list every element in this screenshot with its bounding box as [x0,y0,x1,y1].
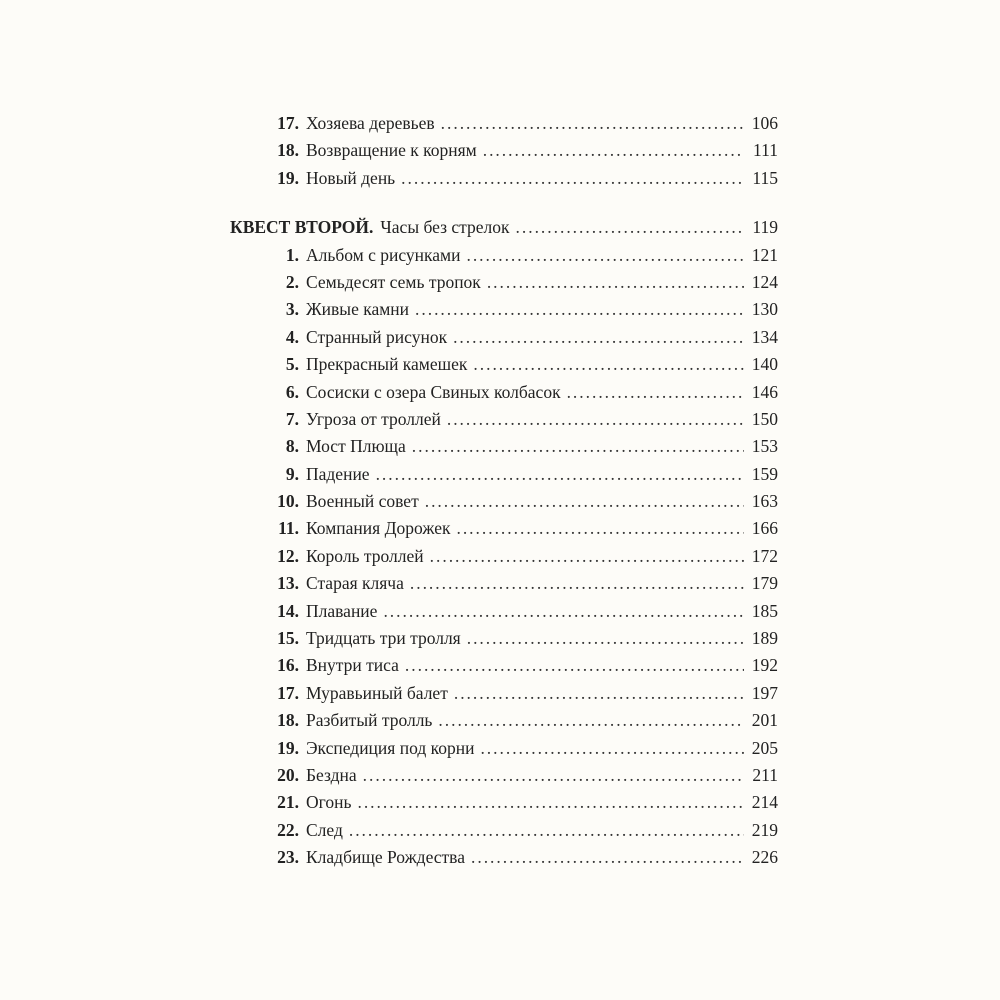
page-number: 111 [753,140,778,161]
toc-entry [230,543,778,570]
chapter-list-part-two [230,242,778,872]
chapter-number: 16. [277,655,299,676]
toc-entry [230,625,778,652]
toc-entry [230,137,778,164]
page-number: 106 [751,113,778,133]
chapter-title: Бездна [306,764,357,785]
toc-entry [230,242,778,269]
page-number: 130 [751,299,778,320]
chapter-title: Сосиски с озера Свиных колбасок [306,381,561,402]
dot-leader [401,165,744,192]
chapter-title: Падение [306,463,370,484]
chapter-number: 4. [285,326,299,347]
chapter-number: 11. [278,518,299,539]
page-number: 192 [751,655,778,676]
page-number: 185 [751,600,778,621]
chapter-number: 15. [277,628,299,649]
dot-leader [412,433,744,460]
chapter-number: 10. [277,491,299,512]
part-page-number: 119 [752,217,778,238]
page-number: 115 [752,167,778,188]
chapter-title: Король троллей [306,545,424,566]
part-label: КВЕСТ ВТОРОЙ. [230,217,374,238]
dot-leader [425,488,744,515]
page-number: 189 [751,628,778,649]
page-number: 201 [751,710,778,731]
chapter-title: Внутри тиса [306,655,399,676]
dot-leader [473,351,744,378]
toc-entry [230,433,778,460]
dot-leader [453,324,744,351]
dot-leader [410,570,744,597]
chapter-title: Старая кляча [306,573,404,594]
chapter-number: 13. [277,573,299,594]
chapter-title: Новый день [306,167,396,188]
chapter-number: 19. [277,167,299,188]
chapter-number: 21. [277,792,299,813]
toc-entry [230,789,778,816]
toc-entry [230,110,778,137]
chapter-title: Возвращение к корням [306,140,477,161]
toc-entry [230,461,778,488]
dot-leader [454,680,744,707]
chapter-number: 18. [277,710,299,731]
part-heading [230,214,778,241]
page-number: 140 [751,354,778,375]
dot-leader [466,242,744,269]
chapter-number: 22. [277,819,299,840]
page-number: 226 [751,847,778,868]
chapter-title: Тридцать три тролля [306,628,461,649]
chapter-title: Прекрасный камешек [306,354,468,375]
toc-entry [230,165,778,192]
chapter-number: 12. [277,545,299,566]
dot-leader [441,110,744,137]
toc-entry [230,406,778,433]
chapter-title: Кладбище Рождества [306,847,465,868]
chapter-title: Огонь [306,792,352,813]
dot-leader [467,625,744,652]
dot-leader [516,214,744,241]
dot-leader [567,379,744,406]
chapter-number: 7. [285,408,299,429]
dot-leader [438,707,744,734]
dot-leader [483,137,744,164]
chapter-title: Плавание [306,600,378,621]
page-number: 153 [751,436,778,457]
toc-entry [230,296,778,323]
chapter-number: 17. [277,682,299,703]
toc-entry [230,570,778,597]
page-number: 163 [751,491,778,512]
chapter-title: Экспедиция под корни [306,737,475,758]
chapter-number: 23. [277,847,299,868]
page-number: 172 [751,545,778,566]
page-number: 124 [751,271,778,292]
dot-leader [405,652,744,679]
dot-leader [383,598,744,625]
toc-entry [230,269,778,296]
toc-entry [230,351,778,378]
dot-leader [430,543,744,570]
page-number: 214 [751,792,778,813]
toc-entry [230,324,778,351]
chapter-title: Угроза от троллей [306,408,441,429]
page-number: 205 [751,737,778,758]
dot-leader [487,269,744,296]
toc-entry [230,598,778,625]
toc-entry [230,762,778,789]
chapter-title: Альбом с рисунками [306,244,461,265]
dot-leader [357,789,744,816]
chapter-title: Странный рисунок [306,326,448,347]
chapter-number: 3. [285,299,299,320]
toc-entry [230,707,778,734]
page-number: 166 [751,518,778,539]
toc-entry [230,817,778,844]
chapter-title: Муравьиный балет [306,682,448,703]
dot-leader [376,461,744,488]
toc-entry [230,844,778,871]
chapter-title: След [306,819,343,840]
chapter-number: 14. [277,600,299,621]
toc-entry [230,379,778,406]
toc-entry [230,735,778,762]
chapter-number: 19. [277,737,299,758]
page-number: 159 [751,463,778,484]
chapter-title: Военный совет [306,491,419,512]
toc-entry [230,488,778,515]
dot-leader [363,762,744,789]
chapter-title: Разбитый тролль [306,710,433,731]
toc-entry [230,652,778,679]
chapter-number: 18. [277,140,299,161]
page-number: 179 [751,573,778,594]
dot-leader [349,817,744,844]
toc-entry [230,680,778,707]
chapter-title: Живые камни [306,299,410,320]
page-number: 150 [751,408,778,429]
page-number: 146 [751,381,778,402]
part-title: Часы без стрелок [380,217,510,238]
page-number: 134 [751,326,778,347]
page-number: 121 [751,244,778,265]
chapter-title: Компания Дорожек [306,518,451,539]
chapter-number: 17. [277,113,299,133]
dot-leader [471,844,744,871]
dot-leader [415,296,744,323]
chapter-number: 9. [285,463,299,484]
chapter-title: Семьдесят семь тропок [306,271,481,292]
dot-leader [480,735,744,762]
chapter-list-part-one [230,110,778,192]
page-number: 219 [751,819,778,840]
chapter-title: Хозяева деревьев [306,113,435,133]
chapter-number: 20. [277,764,299,785]
chapter-number: 1. [285,244,299,265]
chapter-number: 6. [285,381,299,402]
chapter-number: 2. [285,271,299,292]
chapter-title: Мост Плюща [306,436,406,457]
page-number: 211 [752,764,778,785]
page-number: 197 [751,682,778,703]
dot-leader [447,406,744,433]
chapter-number: 8. [285,436,299,457]
toc-entry [230,515,778,542]
table-of-contents [230,110,778,872]
chapter-number: 5. [285,354,299,375]
dot-leader [456,515,744,542]
